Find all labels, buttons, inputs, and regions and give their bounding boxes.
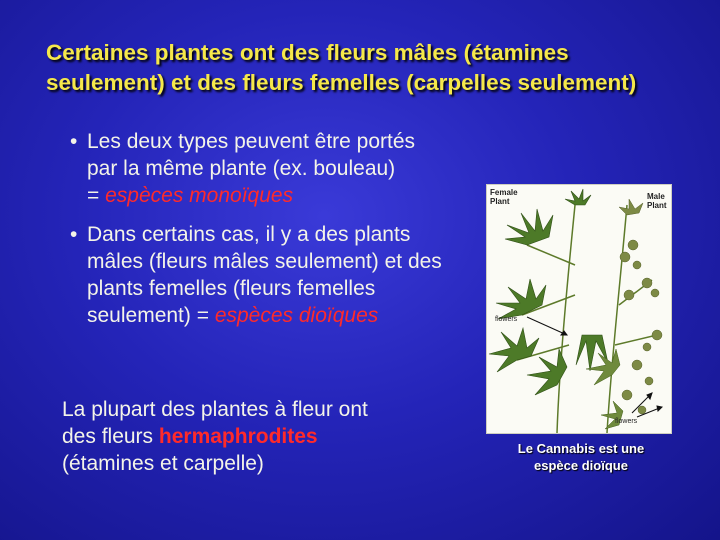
male-label-line-2: Plant	[647, 201, 667, 210]
bullet-1-line-3	[87, 182, 490, 209]
caption-line-2: espèce dioïque	[534, 458, 628, 473]
caption-line-1: Le Cannabis est une	[517, 441, 645, 456]
figure-caption	[486, 440, 676, 474]
note-prefix: des fleurs	[62, 425, 159, 448]
flowers-label-female: flowers	[495, 316, 518, 323]
bullet-2-line-4	[87, 302, 490, 329]
bullet-2-line-2: mâles (fleurs mâles seulement) et des	[87, 250, 442, 273]
flowers-label-male: flowers	[615, 418, 638, 425]
female-label-line-2: Plant	[490, 197, 510, 206]
slide-title	[46, 38, 686, 98]
female-plant-label	[490, 188, 518, 206]
bullet-dot-icon: •	[70, 223, 78, 246]
title-line-2: seulement) et des fleurs femelles (carpelles seulement)	[46, 70, 637, 95]
bullet-1-line-1: Les deux types peuvent être portés	[87, 130, 416, 153]
male-plant-label	[647, 192, 667, 210]
bullet-1-line-2: par la même plante (ex. bouleau)	[87, 157, 396, 180]
bullet-list	[70, 128, 490, 341]
term-dioecious: espèces dioïques	[214, 304, 379, 327]
note-line-2	[62, 423, 462, 450]
bullet-2-line-1: Dans certains cas, il y a des plants	[87, 223, 411, 246]
hermaphrodite-note	[62, 396, 462, 477]
bullet-1-prefix: =	[87, 184, 106, 207]
bullet-dot-icon: •	[70, 130, 78, 153]
title-line-1: Certaines plantes ont des fleurs mâles (étamines	[46, 40, 569, 65]
male-label-line-1: Male	[647, 192, 665, 201]
note-line-1: La plupart des plantes à fleur ont	[62, 398, 368, 421]
bullet-item-monoecious	[70, 128, 490, 209]
bullet-item-dioecious	[70, 221, 490, 329]
cannabis-illustration	[486, 184, 672, 434]
female-label-line-1: Female	[490, 188, 518, 197]
note-line-3: (étamines et carpelle)	[62, 452, 264, 475]
term-monoecious: espèces monoïques	[105, 184, 294, 207]
term-hermaphrodite: hermaphrodites	[158, 425, 318, 448]
cannabis-plant-image	[487, 185, 671, 433]
bullet-2-line-3: plants femelles (fleurs femelles	[87, 277, 376, 300]
bullet-2-prefix: seulement) =	[87, 304, 215, 327]
